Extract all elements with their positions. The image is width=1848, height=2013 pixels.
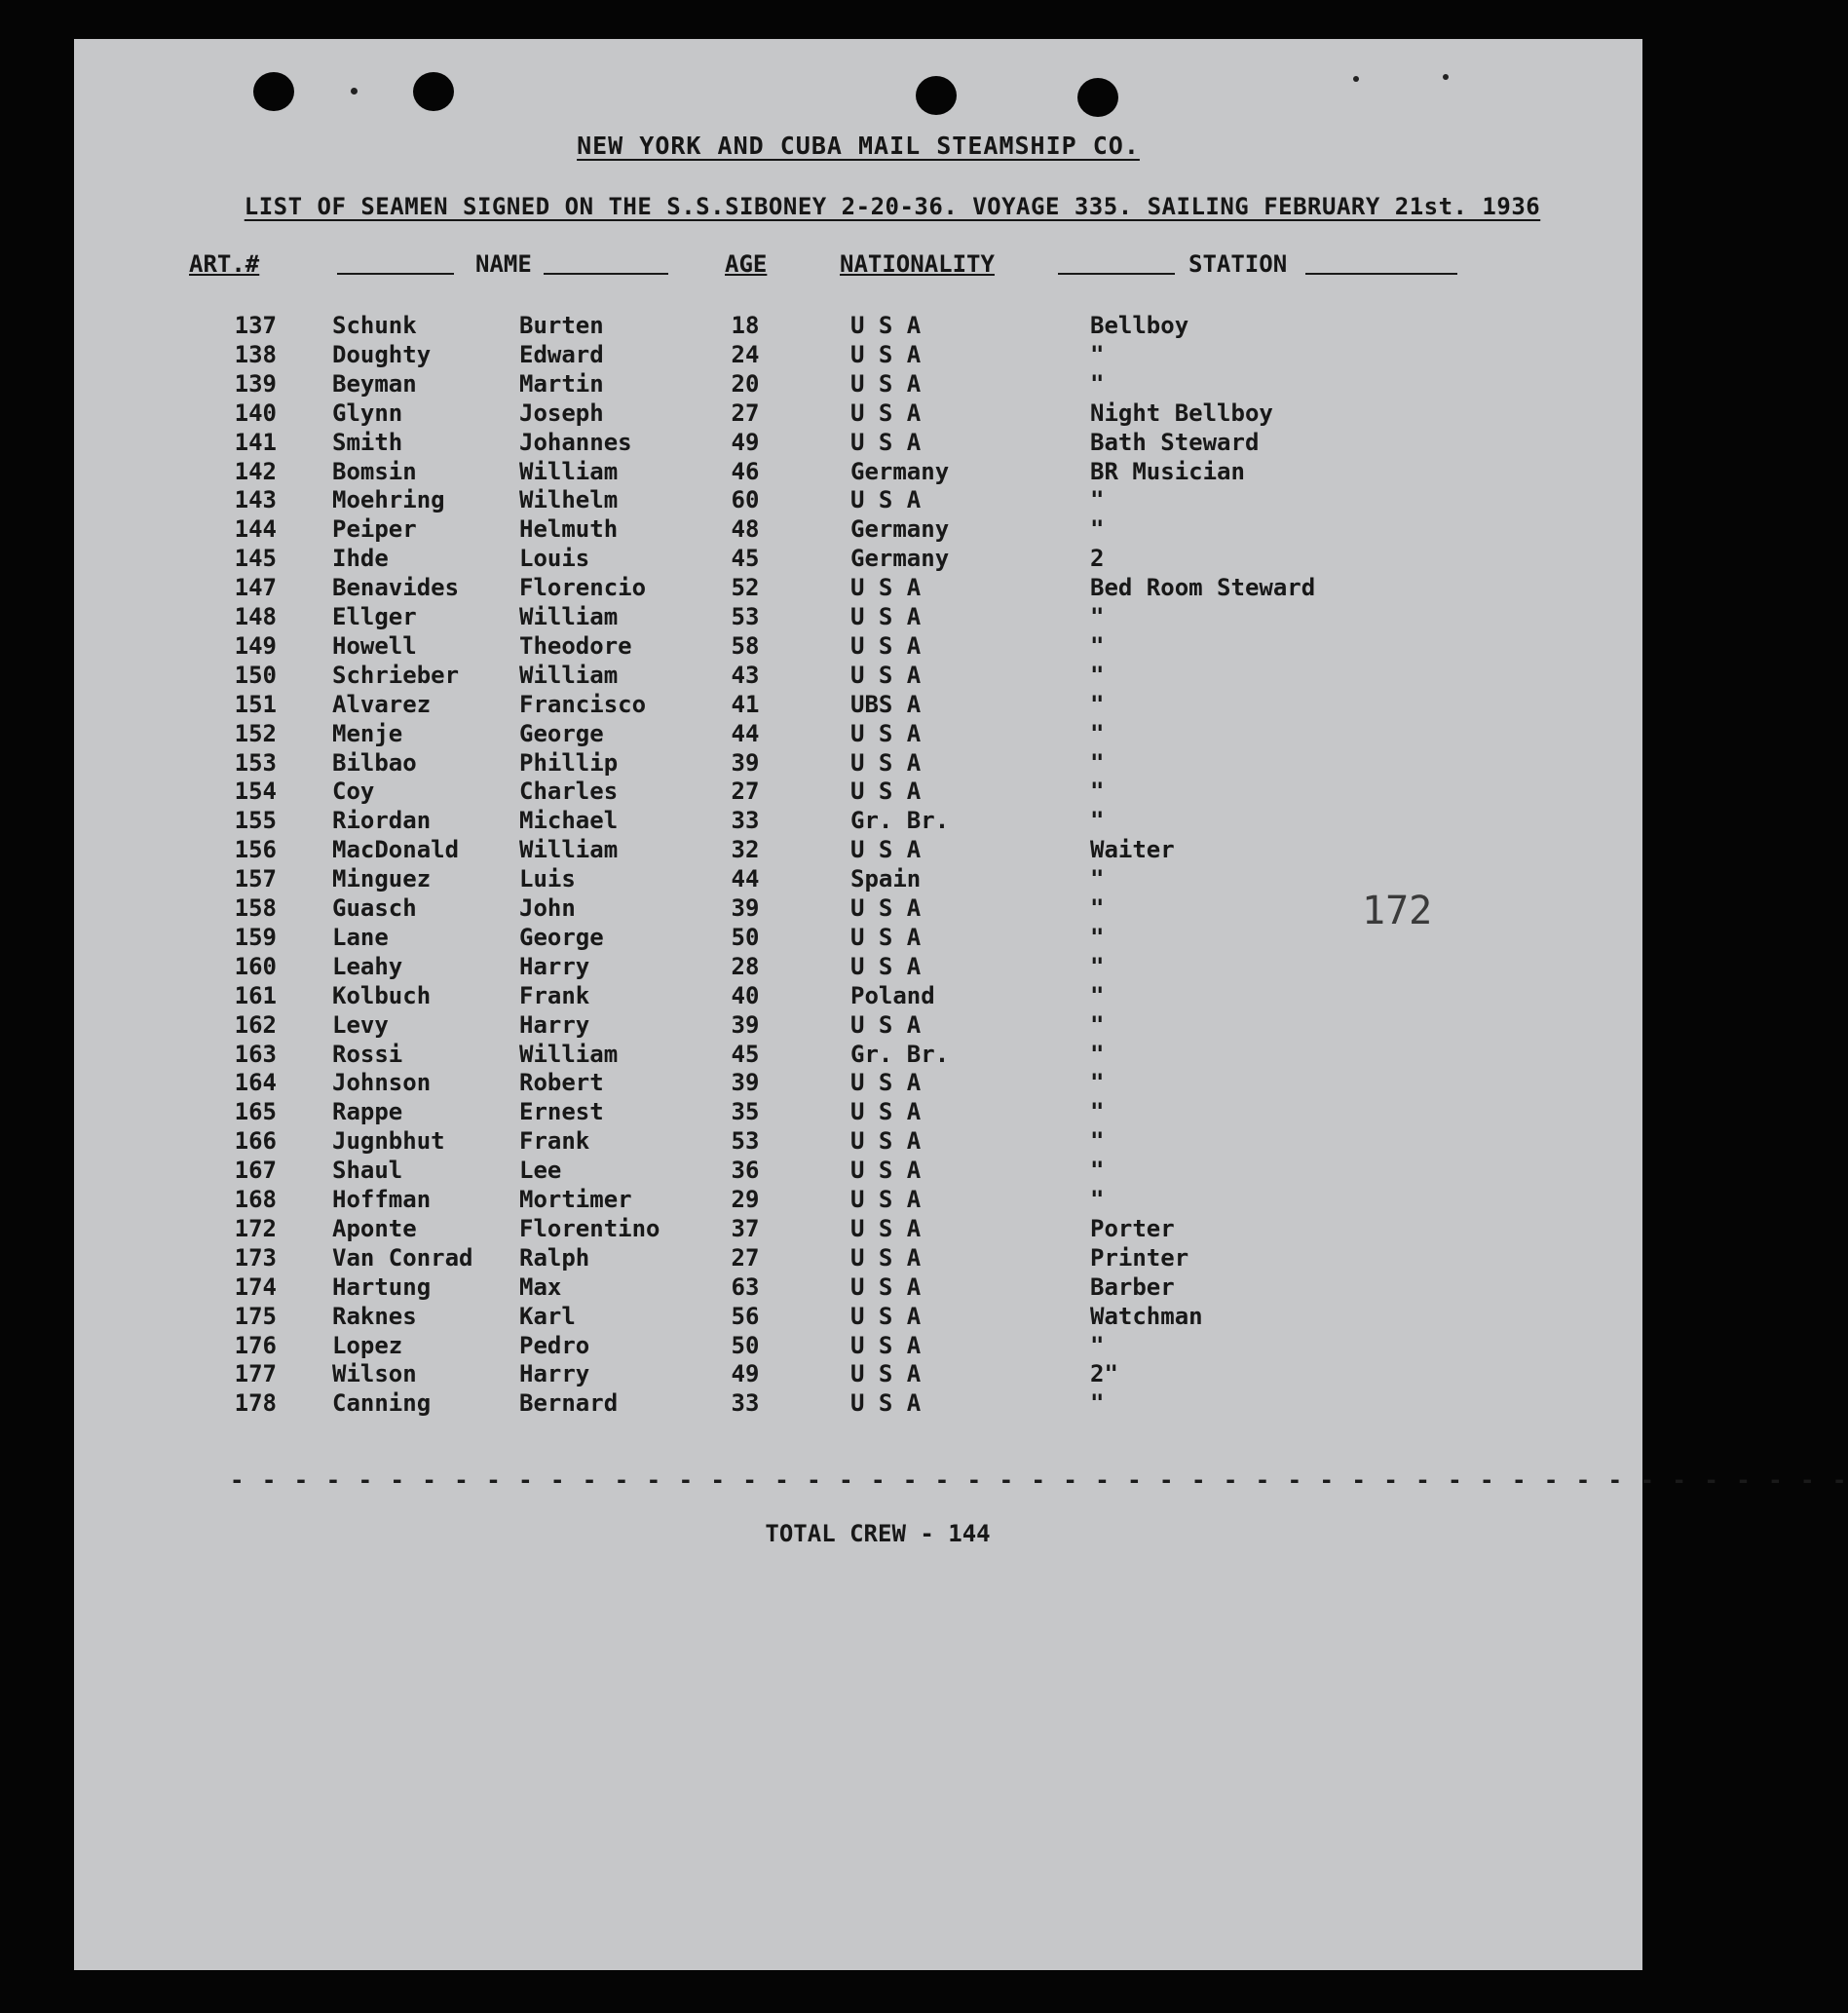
nationality-cell: U S A [850, 486, 922, 514]
table-row [74, 1303, 1642, 1332]
table-row [74, 632, 1642, 662]
station-cell: " [1090, 748, 1105, 777]
table-row [74, 1069, 1642, 1098]
nationality-cell: U S A [850, 574, 922, 602]
age-cell: 48 [731, 515, 760, 544]
table-row [74, 1244, 1642, 1273]
station-cell: " [1090, 894, 1105, 922]
station-cell: 2" [1090, 1360, 1118, 1388]
first-name-cell: Martin [519, 369, 604, 398]
art-number-cell: 164 [234, 1069, 277, 1097]
art-number-cell: 175 [234, 1302, 277, 1330]
first-name-cell: Bernard [519, 1389, 619, 1418]
first-name-cell: Florentino [519, 1214, 660, 1242]
art-number-cell: 176 [234, 1331, 277, 1359]
first-name-cell: Ralph [519, 1243, 590, 1272]
table-row [74, 1011, 1642, 1041]
first-name-cell: Charles [519, 778, 619, 806]
art-number-cell: 145 [234, 545, 277, 573]
station-cell: " [1090, 690, 1105, 718]
age-cell: 60 [731, 486, 760, 514]
first-name-cell: Johannes [519, 428, 632, 456]
nationality-cell: U S A [850, 778, 922, 806]
station-cell: " [1090, 923, 1105, 951]
table-row [74, 749, 1642, 779]
age-cell: 39 [731, 1069, 760, 1097]
art-number-cell: 159 [234, 923, 277, 951]
list-title: LIST OF SEAMEN SIGNED ON THE S.S.SIBONEY 2-20-36. VOYAGE 335. SAILING FEBRUARY 21st. 1936 [244, 193, 1541, 220]
age-cell: 50 [731, 1331, 760, 1359]
first-name-cell: Florencio [519, 574, 647, 602]
nationality-cell: U S A [850, 631, 922, 660]
art-number-cell: 142 [234, 457, 277, 485]
station-cell: " [1090, 865, 1105, 893]
art-number-cell: 157 [234, 865, 277, 893]
nationality-cell: U S A [850, 312, 922, 339]
table-row [74, 691, 1642, 720]
first-name-cell: Harry [519, 952, 590, 980]
last-name-cell: Howell [332, 631, 417, 660]
table-row [74, 515, 1642, 545]
first-name-cell: Lee [519, 1157, 562, 1185]
nationality-cell: Germany [850, 545, 950, 573]
art-number-cell: 160 [234, 952, 277, 980]
last-name-cell: Rossi [332, 1040, 403, 1068]
table-row [74, 720, 1642, 749]
last-name-cell: Johnson [332, 1069, 432, 1097]
table-row [74, 458, 1642, 487]
table-row [74, 545, 1642, 574]
station-cell: " [1090, 807, 1105, 835]
last-name-cell: Shaul [332, 1157, 403, 1185]
last-name-cell: Bomsin [332, 457, 417, 485]
last-name-cell: Riordan [332, 807, 432, 835]
art-number-cell: 151 [234, 690, 277, 718]
header-station: STATION [1188, 250, 1288, 278]
station-cell: BR Musician [1090, 457, 1245, 485]
art-number-cell: 165 [234, 1098, 277, 1126]
art-number-cell: 153 [234, 748, 277, 777]
table-row [74, 1360, 1642, 1389]
last-name-cell: Raknes [332, 1302, 417, 1330]
first-name-cell: William [519, 661, 619, 689]
art-number-cell: 139 [234, 369, 277, 398]
nationality-cell: U S A [850, 894, 922, 922]
last-name-cell: Leahy [332, 952, 403, 980]
table-row [74, 399, 1642, 429]
first-name-cell: Francisco [519, 690, 647, 718]
nationality-cell: U S A [850, 428, 922, 456]
nationality-cell: U S A [850, 923, 922, 951]
station-cell: " [1090, 661, 1105, 689]
station-cell: " [1090, 952, 1105, 980]
station-cell: " [1090, 631, 1105, 660]
first-name-cell: William [519, 836, 619, 864]
last-name-cell: Hartung [332, 1272, 432, 1301]
last-name-cell: Menje [332, 719, 403, 747]
age-cell: 52 [731, 574, 760, 602]
table-row [74, 953, 1642, 982]
art-number-cell: 155 [234, 807, 277, 835]
first-name-cell: Burten [519, 312, 604, 339]
first-name-cell: Robert [519, 1069, 604, 1097]
art-number-cell: 166 [234, 1127, 277, 1156]
age-cell: 56 [731, 1302, 760, 1330]
art-number-cell: 152 [234, 719, 277, 747]
punch-hole [253, 72, 294, 111]
speck [1443, 74, 1449, 80]
table-row [74, 1098, 1642, 1127]
nationality-cell: U S A [850, 1272, 922, 1301]
first-name-cell: Pedro [519, 1331, 590, 1359]
header-rule-name-right [544, 273, 668, 275]
age-cell: 27 [731, 1243, 760, 1272]
nationality-cell: U S A [850, 399, 922, 427]
first-name-cell: Wilhelm [519, 486, 619, 514]
age-cell: 45 [731, 545, 760, 573]
station-cell: Printer [1090, 1243, 1189, 1272]
header-nationality: NATIONALITY [840, 250, 995, 278]
age-cell: 49 [731, 428, 760, 456]
nationality-cell: U S A [850, 748, 922, 777]
nationality-cell: Gr. Br. [850, 807, 950, 835]
table-row [74, 662, 1642, 691]
last-name-cell: Hoffman [332, 1186, 432, 1213]
table-row [74, 1273, 1642, 1303]
last-name-cell: Kolbuch [332, 981, 432, 1009]
table-row [74, 429, 1642, 458]
station-cell: " [1090, 1186, 1105, 1213]
first-name-cell: Harry [519, 1010, 590, 1039]
table-row [74, 1127, 1642, 1157]
station-cell: " [1090, 1157, 1105, 1185]
nationality-cell: Germany [850, 515, 950, 544]
age-cell: 24 [731, 340, 760, 368]
table-row [74, 312, 1642, 341]
last-name-cell: Schrieber [332, 661, 460, 689]
header-age: AGE [725, 250, 768, 278]
art-number-cell: 161 [234, 981, 277, 1009]
first-name-cell: William [519, 603, 619, 630]
table-row [74, 807, 1642, 836]
header-rule-name-left [337, 273, 454, 275]
first-name-cell: Joseph [519, 399, 604, 427]
first-name-cell: Edward [519, 340, 604, 368]
station-cell: " [1090, 603, 1105, 630]
last-name-cell: Moehring [332, 486, 445, 514]
first-name-cell: Harry [519, 1360, 590, 1388]
last-name-cell: Canning [332, 1389, 432, 1418]
station-cell: " [1090, 1010, 1105, 1039]
last-name-cell: Coy [332, 778, 375, 806]
art-number-cell: 140 [234, 399, 277, 427]
margin-stamp: 172 [1362, 889, 1433, 933]
station-cell: " [1090, 1040, 1105, 1068]
age-cell: 40 [731, 981, 760, 1009]
last-name-cell: Minguez [332, 865, 432, 893]
last-name-cell: Bilbao [332, 748, 417, 777]
last-name-cell: MacDonald [332, 836, 460, 864]
last-name-cell: Glynn [332, 399, 403, 427]
last-name-cell: Guasch [332, 894, 417, 922]
age-cell: 39 [731, 748, 760, 777]
art-number-cell: 177 [234, 1360, 277, 1388]
first-name-cell: Michael [519, 807, 619, 835]
art-number-cell: 150 [234, 661, 277, 689]
station-cell: Night Bellboy [1090, 399, 1273, 427]
station-cell: " [1090, 1127, 1105, 1156]
art-number-cell: 172 [234, 1214, 277, 1242]
station-cell: Porter [1090, 1214, 1175, 1242]
company-heading: NEW YORK AND CUBA MAIL STEAMSHIP CO. [577, 132, 1140, 160]
table-row [74, 603, 1642, 632]
nationality-cell: U S A [850, 1389, 922, 1418]
nationality-cell: Gr. Br. [850, 1040, 950, 1068]
last-name-cell: Benavides [332, 574, 460, 602]
age-cell: 50 [731, 923, 760, 951]
art-number-cell: 162 [234, 1010, 277, 1039]
table-row [74, 1332, 1642, 1361]
nationality-cell: U S A [850, 1069, 922, 1097]
art-number-cell: 158 [234, 894, 277, 922]
table-row [74, 341, 1642, 370]
header-name: NAME [475, 250, 532, 278]
table-row [74, 1215, 1642, 1244]
art-number-cell: 173 [234, 1243, 277, 1272]
nationality-cell: U S A [850, 1302, 922, 1330]
dash-separator: - - - - - - - - - - - - - - - - - - - - - - - - - - - - - - - - - - - - - - - - - - - - - - - - - - - [230, 1466, 1848, 1494]
table-row [74, 982, 1642, 1011]
last-name-cell: Van Conrad [332, 1243, 473, 1272]
age-cell: 46 [731, 457, 760, 485]
speck [351, 88, 358, 95]
age-cell: 18 [731, 312, 760, 339]
nationality-cell: Germany [850, 457, 950, 485]
art-number-cell: 156 [234, 836, 277, 864]
first-name-cell: Ernest [519, 1098, 604, 1126]
speck [1353, 76, 1359, 82]
table-row [74, 778, 1642, 807]
art-number-cell: 163 [234, 1040, 277, 1068]
art-number-cell: 137 [234, 312, 277, 339]
first-name-cell: Mortimer [519, 1186, 632, 1213]
age-cell: 33 [731, 1389, 760, 1418]
station-cell: " [1090, 1069, 1105, 1097]
last-name-cell: Lane [332, 923, 389, 951]
nationality-cell: U S A [850, 952, 922, 980]
art-number-cell: 168 [234, 1186, 277, 1213]
art-number-cell: 143 [234, 486, 277, 514]
table-row [74, 1389, 1642, 1419]
last-name-cell: Schunk [332, 312, 417, 339]
nationality-cell: U S A [850, 1186, 922, 1213]
art-number-cell: 174 [234, 1272, 277, 1301]
first-name-cell: William [519, 1040, 619, 1068]
last-name-cell: Lopez [332, 1331, 403, 1359]
punch-hole [413, 72, 454, 111]
station-cell: " [1090, 515, 1105, 544]
first-name-cell: Max [519, 1272, 562, 1301]
art-number-cell: 149 [234, 631, 277, 660]
last-name-cell: Rappe [332, 1098, 403, 1126]
age-cell: 27 [731, 778, 760, 806]
nationality-cell: U S A [850, 603, 922, 630]
nationality-cell: U S A [850, 719, 922, 747]
nationality-cell: UBS A [850, 690, 922, 718]
nationality-cell: U S A [850, 1331, 922, 1359]
first-name-cell: Louis [519, 545, 590, 573]
table-row [74, 486, 1642, 515]
nationality-cell: Spain [850, 865, 922, 893]
last-name-cell: Beyman [332, 369, 417, 398]
art-number-cell: 167 [234, 1157, 277, 1185]
art-number-cell: 178 [234, 1389, 277, 1418]
header-art: ART.# [189, 250, 260, 278]
nationality-cell: U S A [850, 1098, 922, 1126]
nationality-cell: Poland [850, 981, 935, 1009]
age-cell: 39 [731, 1010, 760, 1039]
table-row [74, 1041, 1642, 1070]
age-cell: 32 [731, 836, 760, 864]
station-cell: " [1090, 981, 1105, 1009]
art-number-cell: 144 [234, 515, 277, 544]
age-cell: 44 [731, 865, 760, 893]
table-row [74, 836, 1642, 865]
nationality-cell: U S A [850, 1157, 922, 1185]
age-cell: 20 [731, 369, 760, 398]
last-name-cell: Aponte [332, 1214, 417, 1242]
nationality-cell: U S A [850, 1243, 922, 1272]
age-cell: 35 [731, 1098, 760, 1126]
document-page [74, 39, 1848, 1970]
station-cell: 2 [1090, 545, 1105, 573]
age-cell: 53 [731, 603, 760, 630]
age-cell: 44 [731, 719, 760, 747]
art-number-cell: 147 [234, 574, 277, 602]
last-name-cell: Peiper [332, 515, 417, 544]
station-cell: Waiter [1090, 836, 1175, 864]
table-row [74, 1157, 1642, 1186]
last-name-cell: Levy [332, 1010, 389, 1039]
nationality-cell: U S A [850, 1127, 922, 1156]
art-number-cell: 141 [234, 428, 277, 456]
station-cell: " [1090, 719, 1105, 747]
station-cell: Watchman [1090, 1302, 1203, 1330]
first-name-cell: Luis [519, 865, 576, 893]
first-name-cell: Helmuth [519, 515, 619, 544]
last-name-cell: Smith [332, 428, 403, 456]
age-cell: 41 [731, 690, 760, 718]
age-cell: 36 [731, 1157, 760, 1185]
table-row [74, 370, 1642, 399]
first-name-cell: George [519, 923, 604, 951]
nationality-cell: U S A [850, 340, 922, 368]
station-cell: " [1090, 1389, 1105, 1418]
punch-hole [1077, 78, 1118, 117]
last-name-cell: Ihde [332, 545, 389, 573]
age-cell: 29 [731, 1186, 760, 1213]
first-name-cell: John [519, 894, 576, 922]
art-number-cell: 154 [234, 778, 277, 806]
first-name-cell: Phillip [519, 748, 619, 777]
table-row [74, 1186, 1642, 1215]
station-cell: Bellboy [1090, 312, 1189, 339]
nationality-cell: U S A [850, 1010, 922, 1039]
station-cell: " [1090, 486, 1105, 514]
age-cell: 45 [731, 1040, 760, 1068]
total-crew: TOTAL CREW - 144 [765, 1520, 991, 1547]
age-cell: 27 [731, 399, 760, 427]
art-number-cell: 148 [234, 603, 277, 630]
punch-hole [916, 76, 957, 115]
station-cell: Bed Room Steward [1090, 574, 1316, 602]
first-name-cell: Frank [519, 1127, 590, 1156]
nationality-cell: U S A [850, 1360, 922, 1388]
first-name-cell: Karl [519, 1302, 576, 1330]
age-cell: 39 [731, 894, 760, 922]
age-cell: 53 [731, 1127, 760, 1156]
age-cell: 33 [731, 807, 760, 835]
station-cell: " [1090, 369, 1105, 398]
station-cell: " [1090, 1098, 1105, 1126]
last-name-cell: Alvarez [332, 690, 432, 718]
last-name-cell: Ellger [332, 603, 417, 630]
nationality-cell: U S A [850, 1214, 922, 1242]
age-cell: 58 [731, 631, 760, 660]
age-cell: 37 [731, 1214, 760, 1242]
last-name-cell: Jugnbhut [332, 1127, 445, 1156]
nationality-cell: U S A [850, 836, 922, 864]
header-rule-station-right [1305, 273, 1457, 275]
art-number-cell: 138 [234, 340, 277, 368]
station-cell: " [1090, 340, 1105, 368]
first-name-cell: William [519, 457, 619, 485]
first-name-cell: Theodore [519, 631, 632, 660]
table-row [74, 574, 1642, 603]
age-cell: 63 [731, 1272, 760, 1301]
last-name-cell: Wilson [332, 1360, 417, 1388]
last-name-cell: Doughty [332, 340, 432, 368]
age-cell: 43 [731, 661, 760, 689]
station-cell: Bath Steward [1090, 428, 1260, 456]
header-rule-station-left [1058, 273, 1175, 275]
station-cell: " [1090, 1331, 1105, 1359]
station-cell: Barber [1090, 1272, 1175, 1301]
age-cell: 28 [731, 952, 760, 980]
first-name-cell: George [519, 719, 604, 747]
age-cell: 49 [731, 1360, 760, 1388]
station-cell: " [1090, 778, 1105, 806]
nationality-cell: U S A [850, 369, 922, 398]
first-name-cell: Frank [519, 981, 590, 1009]
nationality-cell: U S A [850, 661, 922, 689]
